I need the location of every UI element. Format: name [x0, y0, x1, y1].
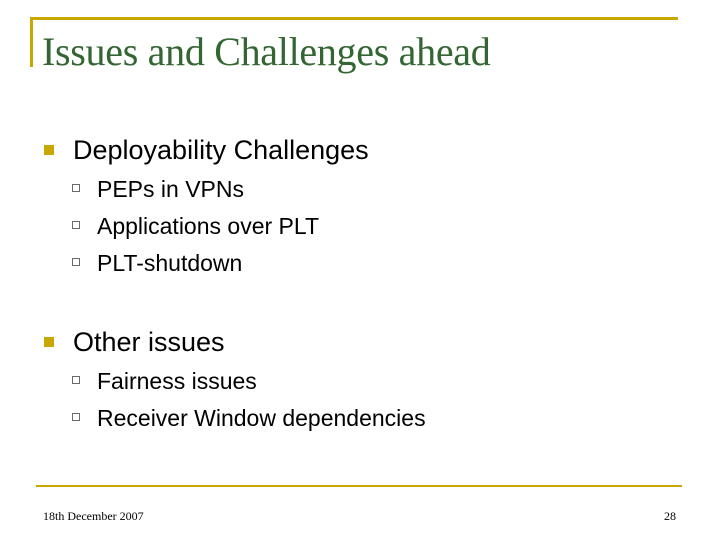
- sub-bullet-text: PLT-shutdown: [97, 250, 243, 276]
- footer-date: 18th December 2007: [43, 509, 144, 523]
- hollow-square-bullet-icon: [72, 258, 80, 266]
- sub-bullet-item: [0, 367, 700, 395]
- slide-title: Issues and Challenges ahead: [42, 29, 491, 74]
- sub-bullet-item: [0, 212, 700, 240]
- bullet-item: [0, 326, 700, 358]
- sub-bullet-item: [0, 175, 700, 203]
- footer-divider: [36, 485, 682, 487]
- sub-bullet-text: Fairness issues: [97, 368, 257, 394]
- sub-bullet-text: Applications over PLT: [97, 213, 320, 239]
- bullet-text: Other issues: [73, 327, 225, 357]
- hollow-square-bullet-icon: [72, 184, 80, 192]
- hollow-square-bullet-icon: [72, 376, 80, 384]
- square-bullet-icon: [44, 145, 54, 155]
- bullet-text: Deployability Challenges: [73, 135, 369, 165]
- hollow-square-bullet-icon: [72, 413, 80, 421]
- hollow-square-bullet-icon: [72, 221, 80, 229]
- bullet-item: [0, 134, 700, 166]
- sub-bullet-item: [0, 404, 700, 432]
- sub-bullet-text: PEPs in VPNs: [97, 176, 244, 202]
- sub-bullet-item: [0, 249, 700, 277]
- square-bullet-icon: [44, 337, 54, 347]
- sub-bullet-text: Receiver Window dependencies: [97, 405, 426, 431]
- page-number: 28: [664, 509, 676, 523]
